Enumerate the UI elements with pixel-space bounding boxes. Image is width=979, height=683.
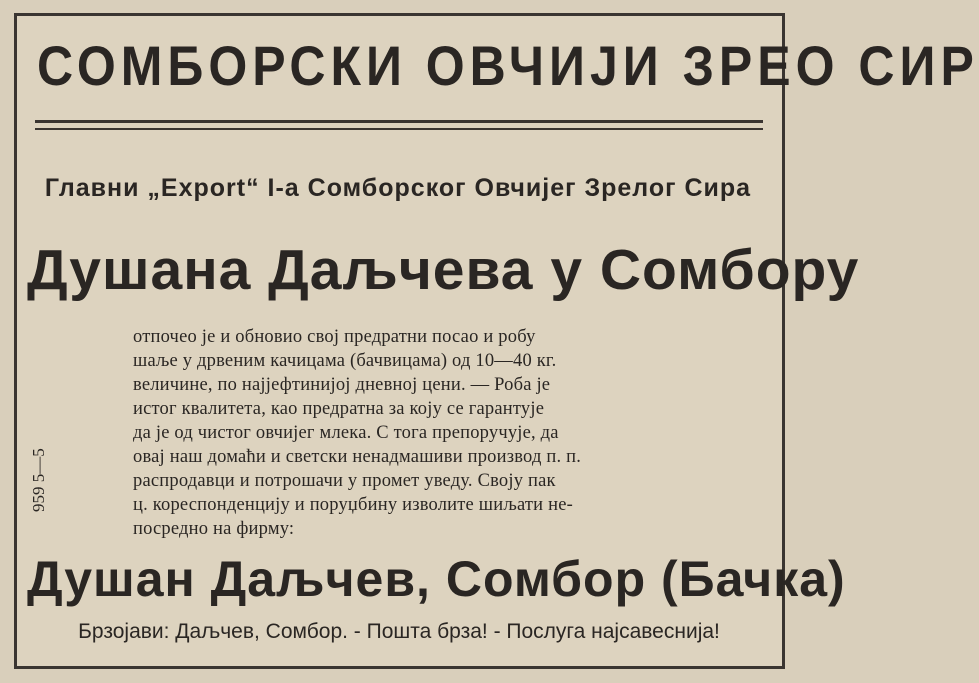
body-line: да је од чистог овчијег млека. С тога препоручује, да: [133, 423, 559, 443]
firm-name: Душана Даљчева у Сомбору: [27, 238, 860, 302]
subheadline: Главни „Export“ I-a Сомборског Овчијег Зрелог Сира: [44, 174, 752, 202]
divider-thin: [35, 128, 763, 130]
headline: СОМБОРСКИ ОВЧИЈИ ЗРЕО СИР: [37, 34, 979, 98]
body-line: отпочео је и обновио свој предратни посао и робу: [133, 327, 536, 347]
advertisement-frame: [14, 13, 979, 669]
body-line: распродавци и потрошачи у промет уведу. Своју пак: [133, 471, 556, 491]
divider-thick: [35, 120, 763, 123]
footer-contact: Брзојави: Даљчев, Сомбор. - Пошта брза! - Послуга најсавеснија!: [78, 620, 720, 643]
ad-reference-number: 959 5—5: [29, 448, 48, 512]
body-line: ц. кореспонденцију и поруџбину изволите шиљати не-: [133, 495, 573, 515]
body-line: овај наш домаћи и светски ненадмашиви производ п. п.: [133, 447, 582, 467]
body-line: истог квалитета, као предратна за коју се гарантује: [133, 399, 545, 419]
signature-firm: Душан Даљчев, Сомбор (Бачка): [27, 551, 846, 607]
body-line: посредно на фирму:: [133, 519, 295, 539]
body-line: шаље у дрвеним качицама (бачвицама) од 10—40 кг.: [133, 351, 557, 371]
body-text: [133, 325, 679, 541]
body-line: величине, по најјефтинијој дневној цени. — Роба је: [133, 375, 551, 395]
